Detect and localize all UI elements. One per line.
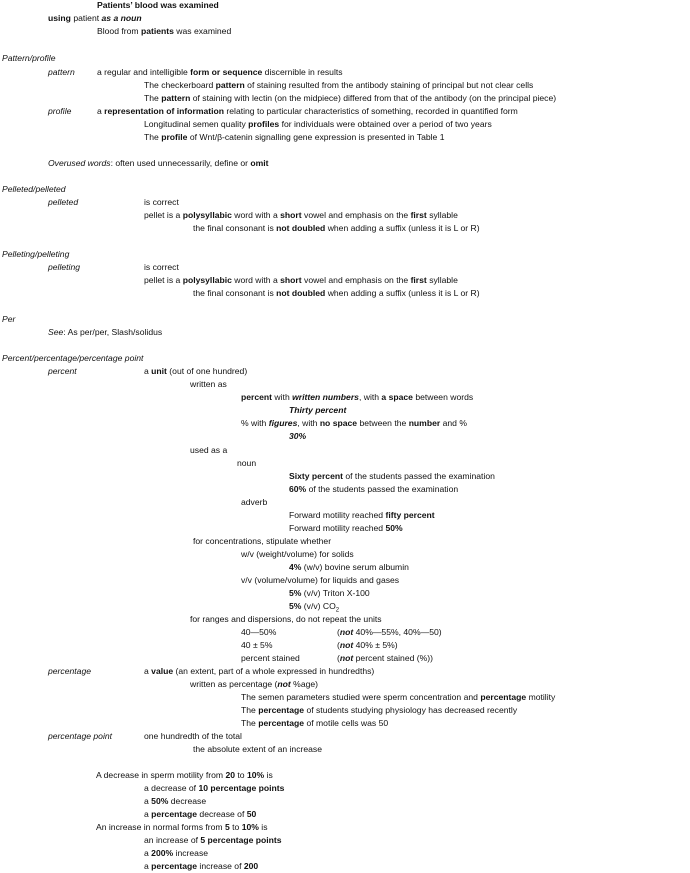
definition-line: a representation of information relating to particular characteristics of something, recorded in quantified form	[97, 106, 518, 116]
example-line: a 200% increase	[144, 848, 209, 858]
example-line: The checkerboard pattern of staining resulted from the antibody staining of principal but not clear cells	[144, 80, 534, 90]
rule-line: the final consonant is not doubled when adding a suffix (unless it is L or R)	[193, 223, 480, 233]
example-line: Thirty percent	[289, 405, 347, 415]
rule-line: pellet is a polysyllabic word with a short vowel and emphasis on the first syllable	[144, 210, 458, 220]
example-line: The semen parameters studied were sperm concentration and percentage motility	[241, 692, 556, 702]
section-heading: Per	[2, 314, 16, 324]
example-line: Sixty percent of the students passed the examination	[289, 471, 495, 481]
term-label: percent	[48, 366, 77, 376]
example-line: percent stained	[241, 653, 300, 663]
section-heading: Pattern/profile	[2, 53, 56, 63]
example-line: a percentage decrease of 50	[144, 809, 257, 819]
rule-line: w/v (weight/volume) for solids	[241, 549, 354, 559]
rule-line: written as	[190, 379, 227, 389]
example-line: 4% (w/v) bovine serum albumin	[289, 562, 409, 572]
example-line: 40 ± 5%	[241, 640, 273, 650]
example-line: The profile of Wnt/β-catenin signalling gene expression is presented in Table 1	[144, 132, 445, 142]
example-line: A decrease in sperm motility from 20 to 10% is	[96, 770, 273, 780]
example-line: The percentage of motile cells was 50	[241, 718, 389, 728]
term-label: pelleted	[48, 197, 79, 207]
example-line: The percentage of students studying physiology has decreased recently	[241, 705, 518, 715]
definition-line: a unit (out of one hundred)	[144, 366, 248, 376]
example-line: a decrease of 10 percentage points	[144, 783, 285, 793]
term-label: pelleting	[48, 262, 81, 272]
example-line: An increase in normal forms from 5 to 10% is	[96, 822, 268, 832]
example-line: Blood from patients was examined	[97, 26, 232, 36]
see-also-line: See: As per/per, Slash/solidus	[48, 327, 163, 337]
rule-line: adverb	[241, 497, 268, 507]
counter-example: (not 40%—55%, 40%—50)	[337, 627, 442, 637]
term-label: percentage	[48, 666, 92, 676]
example-line: 60% of the students passed the examination	[289, 484, 459, 494]
rule-line: used as a	[190, 445, 228, 455]
example-line: a 50% decrease	[144, 796, 207, 806]
counter-example: (not percent stained (%))	[337, 653, 434, 663]
example-line: Patients’ blood was examined	[97, 0, 219, 10]
rule-line: written as percentage (not %age)	[190, 679, 319, 689]
example-line: Longitudinal semen quality profiles for individuals were obtained over a period of two years	[144, 119, 492, 129]
rule-line: percent with written numbers, with a space between words	[241, 392, 474, 402]
definition-line: is correct	[144, 262, 179, 272]
section-heading: Pelleted/pelleted	[2, 184, 66, 194]
example-line: 5% (v/v) $CO_2$	[289, 601, 340, 614]
rule-line: pellet is a polysyllabic word with a short vowel and emphasis on the first syllable	[144, 275, 458, 285]
example-line: 40—50%	[241, 627, 277, 637]
rule-line: using patient as a noun	[48, 13, 142, 23]
term-label: percentage point	[48, 731, 113, 741]
example-line: 30%	[289, 431, 307, 441]
definition-line: a value (an extent, part of a whole expressed in hundredths)	[144, 666, 375, 676]
term-label: pattern	[48, 67, 75, 77]
section-heading: Pelleting/pelleting	[2, 249, 70, 259]
example-line: a percentage increase of 200	[144, 861, 259, 871]
section-heading: Percent/percentage/percentage point	[2, 353, 144, 363]
definition-line: one hundredth of the total	[144, 731, 242, 741]
example-line: Forward motility reached 50%	[289, 523, 403, 533]
example-line: The pattern of staining with lectin (on the midpiece) differed from that of the antibody (on the principal piece)	[144, 93, 557, 103]
note-line: Overused words: often used unnecessarily, define or omit	[48, 158, 269, 168]
definition-line: a regular and intelligible form or sequence discernible in results	[97, 67, 343, 77]
rule-line: % with figures, with no space between the number and %	[241, 418, 467, 428]
example-line: 5% (v/v) Triton X-100	[289, 588, 370, 598]
example-line: an increase of 5 percentage points	[144, 835, 282, 845]
rule-line: the final consonant is not doubled when adding a suffix (unless it is L or R)	[193, 288, 480, 298]
definition-line: is correct	[144, 197, 179, 207]
rule-line: noun	[237, 458, 257, 468]
rule-line: for ranges and dispersions, do not repeat the units	[190, 614, 382, 624]
term-label: profile	[48, 106, 72, 116]
rule-line: the absolute extent of an increase	[193, 744, 322, 754]
counter-example: (not 40% ± 5%)	[337, 640, 398, 650]
example-line: Forward motility reached fifty percent	[289, 510, 435, 520]
rule-line: v/v (volume/volume) for liquids and gases	[241, 575, 400, 585]
rule-line: for concentrations, stipulate whether	[193, 536, 332, 546]
